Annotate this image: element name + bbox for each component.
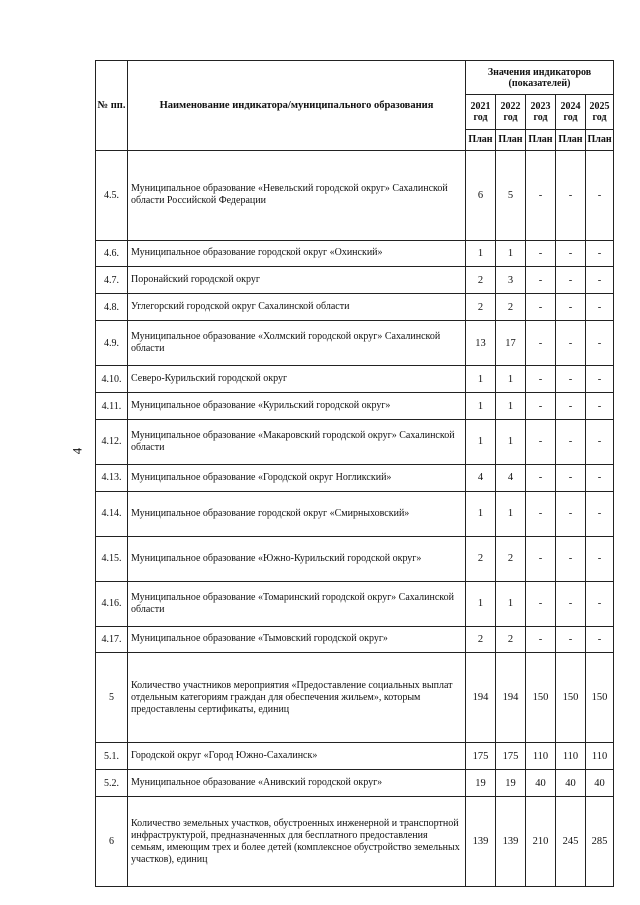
row-value: 245 (556, 797, 586, 887)
row-value: - (586, 267, 614, 294)
row-value: 110 (556, 743, 586, 770)
row-value: 1 (496, 581, 526, 626)
row-name: Муниципальное образование «Томаринский городской округ» Сахалинской области (128, 581, 466, 626)
row-value: - (586, 626, 614, 653)
row-name: Углегорский городской округ Сахалинской области (128, 294, 466, 321)
header-plan: План (526, 129, 556, 150)
row-value: 1 (496, 240, 526, 267)
row-name: Муниципальное образование городской округ «Охинский» (128, 240, 466, 267)
header-plan: План (556, 129, 586, 150)
row-value: 6 (466, 150, 496, 240)
table-row (96, 653, 614, 743)
row-number: 4.17. (96, 626, 128, 653)
row-name: Северо-Курильский городской округ (128, 366, 466, 393)
row-value: - (556, 626, 586, 653)
row-name: Муниципальное образование «Невельский городской округ» Сахалинской области Российской Федерации (128, 150, 466, 240)
row-value: 1 (496, 366, 526, 393)
row-value: - (556, 294, 586, 321)
row-value: 4 (466, 464, 496, 491)
row-number: 5.1. (96, 743, 128, 770)
table-row (96, 581, 614, 626)
indicators-table (95, 60, 614, 887)
row-value: - (556, 420, 586, 465)
row-value: - (556, 240, 586, 267)
row-value: 2 (496, 294, 526, 321)
row-value: - (586, 150, 614, 240)
table-row (96, 626, 614, 653)
row-value: - (586, 536, 614, 581)
row-value: 1 (466, 240, 496, 267)
row-value: 175 (496, 743, 526, 770)
row-value: - (526, 393, 556, 420)
table-row (96, 464, 614, 491)
row-name: Количество участников мероприятия «Предоставление социальных выплат отдельным категориям граждан для обеспечения жильем», которым предоставлены сертификаты, единиц (128, 653, 466, 743)
row-value: 17 (496, 321, 526, 366)
row-value: - (526, 581, 556, 626)
row-name: Муниципальное образование «Городской округ Ногликский» (128, 464, 466, 491)
row-value: 194 (496, 653, 526, 743)
row-value: - (526, 464, 556, 491)
row-value: - (556, 150, 586, 240)
table-row (96, 366, 614, 393)
header-year: 2023 год (526, 95, 556, 129)
row-value: - (556, 464, 586, 491)
row-number: 5.2. (96, 770, 128, 797)
row-name: Муниципальное образование «Макаровский городской округ» Сахалинской области (128, 420, 466, 465)
row-name: Муниципальное образование «Холмский городской округ» Сахалинской области (128, 321, 466, 366)
table-row (96, 743, 614, 770)
table-row (96, 797, 614, 887)
row-value: - (556, 581, 586, 626)
row-value: 2 (466, 267, 496, 294)
header-row-group (96, 61, 614, 95)
row-value: - (526, 321, 556, 366)
row-value: 194 (466, 653, 496, 743)
row-value: 40 (586, 770, 614, 797)
header-number: № пп. (96, 61, 128, 151)
row-value: 175 (466, 743, 496, 770)
row-value: 2 (466, 294, 496, 321)
row-name: Муниципальное образование городской округ «Смирныховский» (128, 491, 466, 536)
row-number: 4.13. (96, 464, 128, 491)
row-value: 110 (586, 743, 614, 770)
row-value: - (526, 240, 556, 267)
row-value: 150 (586, 653, 614, 743)
row-value: 19 (496, 770, 526, 797)
row-value: 40 (526, 770, 556, 797)
row-value: 2 (466, 536, 496, 581)
table-row (96, 150, 614, 240)
row-number: 4.12. (96, 420, 128, 465)
header-plan: План (466, 129, 496, 150)
row-value: - (586, 491, 614, 536)
row-value: 40 (556, 770, 586, 797)
row-value: 1 (466, 491, 496, 536)
row-value: 5 (496, 150, 526, 240)
row-value: 1 (466, 366, 496, 393)
row-number: 4.7. (96, 267, 128, 294)
row-value: - (586, 294, 614, 321)
row-value: - (526, 491, 556, 536)
row-value: - (556, 321, 586, 366)
row-number: 4.9. (96, 321, 128, 366)
row-number: 4.6. (96, 240, 128, 267)
row-value: 1 (466, 581, 496, 626)
row-value: 110 (526, 743, 556, 770)
row-value: 2 (496, 536, 526, 581)
row-value: - (526, 366, 556, 393)
row-value: 1 (496, 491, 526, 536)
row-value: - (556, 267, 586, 294)
row-value: 1 (496, 420, 526, 465)
row-value: - (526, 294, 556, 321)
row-value: 19 (466, 770, 496, 797)
table-row (96, 770, 614, 797)
row-name: Муниципальное образование «Курильский городской округ» (128, 393, 466, 420)
row-number: 4.16. (96, 581, 128, 626)
table-row (96, 267, 614, 294)
header-year: 2025 год (586, 95, 614, 129)
row-value: - (526, 267, 556, 294)
row-value: - (526, 536, 556, 581)
row-value: 3 (496, 267, 526, 294)
row-value: - (526, 626, 556, 653)
header-values-group: Значения индикаторов (показателей) (466, 61, 614, 95)
header-year: 2022 год (496, 95, 526, 129)
row-value: 139 (496, 797, 526, 887)
row-value: - (586, 581, 614, 626)
row-value: 139 (466, 797, 496, 887)
header-year: 2024 год (556, 95, 586, 129)
row-number: 4.15. (96, 536, 128, 581)
row-name: Муниципальное образование «Тымовский городской округ» (128, 626, 466, 653)
row-name: Количество земельных участков, обустроенных инженерной и транспортной инфраструктурой, предназначенных для бесплатного предоставления семьям, имеющим трех и более детей (комплексное обустройство земельных участков), единиц (128, 797, 466, 887)
row-number: 4.10. (96, 366, 128, 393)
table-row (96, 393, 614, 420)
row-value: - (586, 366, 614, 393)
row-number: 5 (96, 653, 128, 743)
table-row (96, 240, 614, 267)
row-value: - (586, 393, 614, 420)
row-value: - (556, 393, 586, 420)
row-value: - (586, 321, 614, 366)
row-value: 4 (496, 464, 526, 491)
row-value: 1 (466, 393, 496, 420)
row-number: 6 (96, 797, 128, 887)
table-row (96, 321, 614, 366)
row-value: - (556, 366, 586, 393)
row-number: 4.8. (96, 294, 128, 321)
row-value: - (586, 240, 614, 267)
row-value: 2 (496, 626, 526, 653)
page-number: 4 (69, 447, 85, 455)
row-number: 4.14. (96, 491, 128, 536)
row-value: - (526, 150, 556, 240)
table-row (96, 294, 614, 321)
header-year: 2021 год (466, 95, 496, 129)
row-value: - (526, 420, 556, 465)
row-value: 1 (496, 393, 526, 420)
table-row (96, 536, 614, 581)
row-value: 13 (466, 321, 496, 366)
row-name: Муниципальное образование «Анивский городской округ» (128, 770, 466, 797)
table-row (96, 420, 614, 465)
row-value: 1 (466, 420, 496, 465)
row-value: 150 (556, 653, 586, 743)
row-value: - (586, 420, 614, 465)
row-number: 4.5. (96, 150, 128, 240)
row-name: Муниципальное образование «Южно-Курильский городской округ» (128, 536, 466, 581)
row-value: - (586, 464, 614, 491)
table-row (96, 491, 614, 536)
row-number: 4.11. (96, 393, 128, 420)
row-value: 285 (586, 797, 614, 887)
row-name: Городской округ «Город Южно-Сахалинск» (128, 743, 466, 770)
row-value: - (556, 536, 586, 581)
header-plan: План (496, 129, 526, 150)
header-name: Наименование индикатора/муниципального образования (128, 61, 466, 151)
row-name: Поронайский городской округ (128, 267, 466, 294)
row-value: - (556, 491, 586, 536)
header-plan: План (586, 129, 614, 150)
row-value: 2 (466, 626, 496, 653)
row-value: 150 (526, 653, 556, 743)
row-value: 210 (526, 797, 556, 887)
